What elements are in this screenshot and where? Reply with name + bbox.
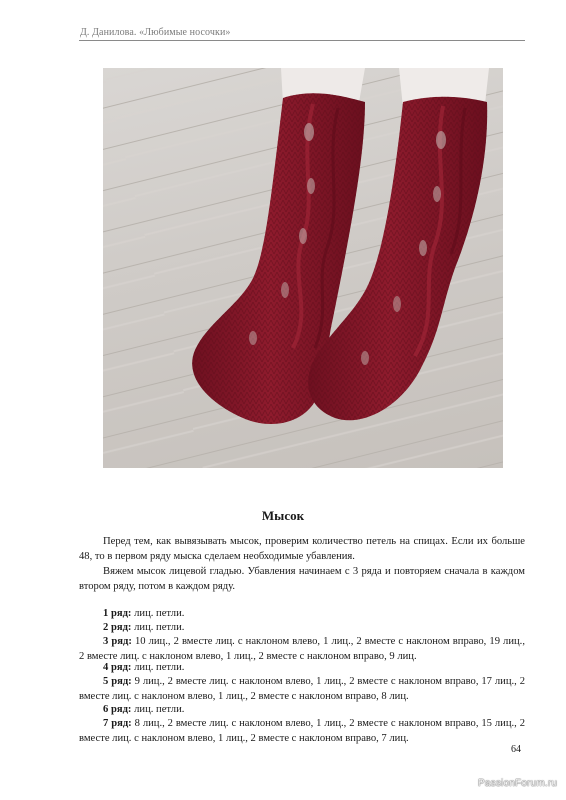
instruction-row-5 bbox=[79, 674, 525, 704]
row-text: 10 лиц., 2 вместе лиц. с наклоном влево, 1 лиц., 2 вместе с наклоном вправо, 19 лиц., 2 вместе лиц. с наклоном влево, 1 лиц., 2 вместе с наклоном вправо, 9 лиц. bbox=[79, 636, 525, 662]
knitted-socks-photo bbox=[103, 68, 503, 468]
row-label: 4 ряд: bbox=[103, 662, 132, 673]
row-label: 7 ряд: bbox=[103, 718, 132, 729]
instruction-row-1 bbox=[79, 606, 525, 621]
row-label: 5 ряд: bbox=[103, 676, 132, 687]
row-label: 3 ряд: bbox=[103, 636, 132, 647]
intro-paragraph-1: Перед тем, как вывязывать мысок, проверим количество петель на спицах. Если их больше 48, то в первом ряду мыска сделаем необходимые убавления. bbox=[79, 536, 525, 562]
row-text: лиц. петли. bbox=[131, 704, 185, 715]
row-label: 1 ряд: bbox=[103, 608, 132, 619]
row-label: 2 ряд: bbox=[103, 622, 132, 633]
row-text: 9 лиц., 2 вместе лиц. с наклоном влево, 1 лиц., 2 вместе с наклоном вправо, 17 лиц., 2 вместе лиц. с наклоном влево, 1 лиц., 2 вместе с наклоном вправо, 8 лиц. bbox=[79, 676, 525, 702]
instruction-row-6 bbox=[79, 702, 525, 717]
instruction-row-7 bbox=[79, 716, 525, 746]
row-label: 6 ряд: bbox=[103, 704, 132, 715]
header-divider bbox=[79, 40, 525, 41]
row-text: лиц. петли. bbox=[131, 622, 185, 633]
running-header: Д. Данилова. «Любимые носочки» bbox=[80, 27, 231, 38]
row-text: лиц. петли. bbox=[131, 662, 185, 673]
section-title: Мысок bbox=[261, 508, 305, 523]
row-text: лиц. петли. bbox=[131, 608, 185, 619]
row-text: 8 лиц., 2 вместе лиц. с наклоном влево, 1 лиц., 2 вместе с наклоном вправо, 15 лиц., 2 вместе лиц. с наклоном влево, 1 лиц., 2 вместе с наклоном вправо, 7 лиц. bbox=[79, 718, 525, 744]
instruction-row-4 bbox=[79, 660, 525, 675]
page-number: 64 bbox=[511, 744, 521, 755]
intro-paragraph-2: Вяжем мысок лицевой гладью. Убавления начинаем с 3 ряда и повторяем сначала в каждом втором ряду, потом в каждом ряду. bbox=[79, 566, 525, 592]
instruction-row-2 bbox=[79, 620, 525, 635]
socks-illustration bbox=[103, 68, 503, 468]
watermark: PassionForum.ru bbox=[478, 778, 558, 789]
